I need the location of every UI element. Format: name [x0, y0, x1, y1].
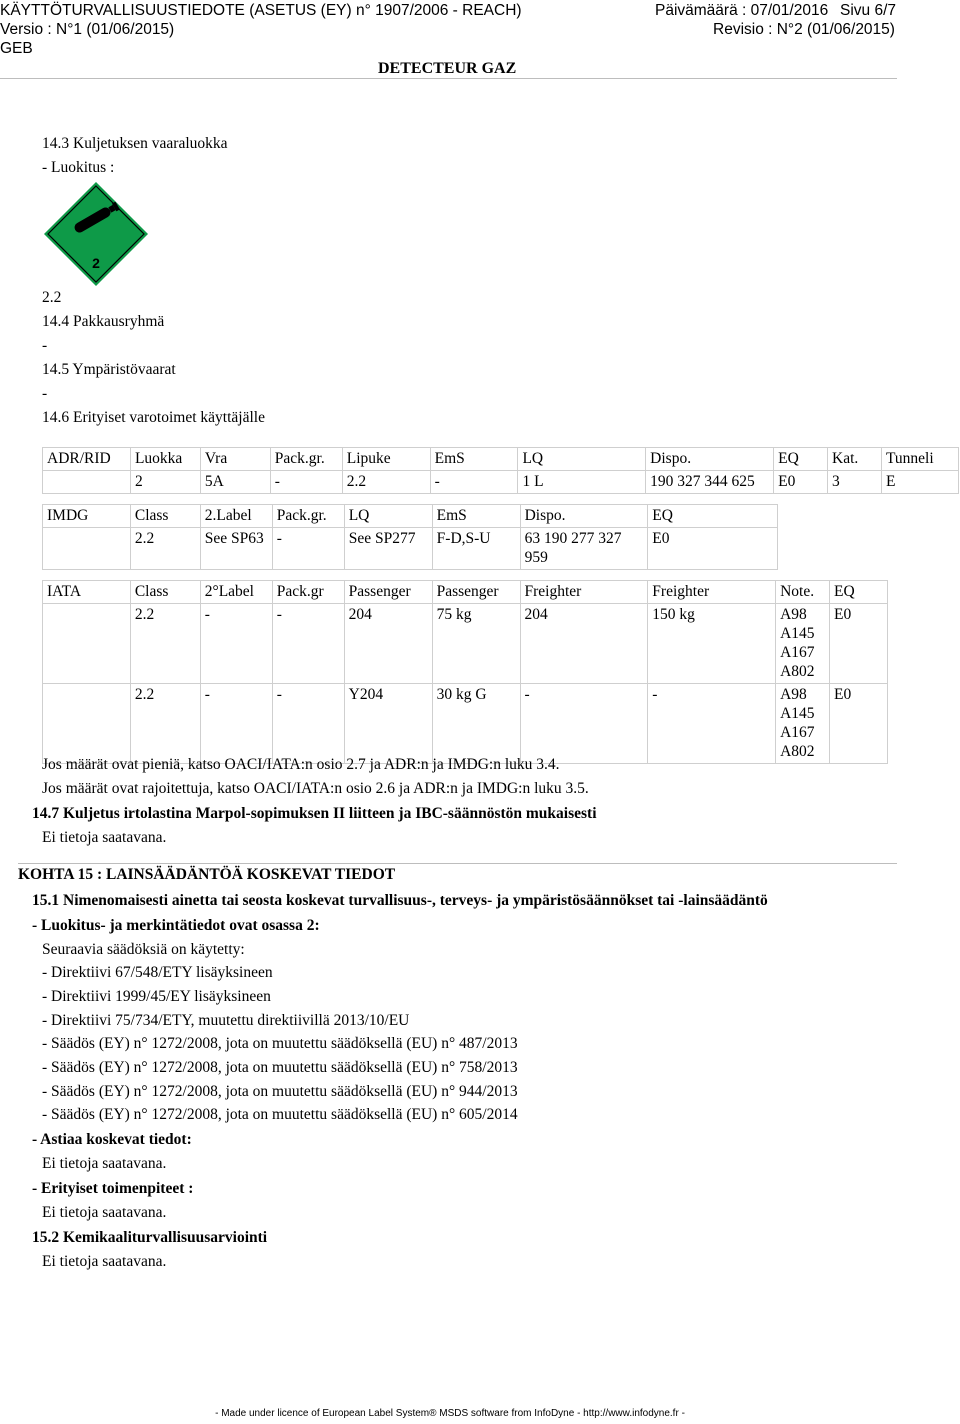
table-cell: 2.2	[130, 684, 200, 764]
section-14-5-heading: 14.5 Ympäristövaarat	[42, 361, 176, 378]
table-cell: A98 A145 A167 A802	[776, 684, 830, 764]
table-header-cell: EQ	[774, 448, 828, 471]
table-cell: See SP63	[200, 528, 272, 570]
table-cell: 2.2	[130, 604, 200, 684]
table-header-cell: 2.Label	[200, 505, 272, 528]
section-15-2-heading: 15.2 Kemikaaliturvallisuusarviointi	[32, 1229, 268, 1246]
table-header-cell: Luokka	[130, 448, 200, 471]
table-header-cell: Passenger	[344, 581, 432, 604]
adr-rid-table	[42, 447, 959, 494]
table-header-row	[43, 448, 959, 471]
table-row	[43, 604, 888, 684]
company-code: GEB	[0, 40, 33, 57]
product-name: DETECTEUR GAZ	[378, 60, 517, 77]
document-version: Versio : N°1 (01/06/2015)	[0, 21, 175, 38]
packing-group-value: -	[42, 337, 48, 354]
section-14-6-heading: 14.6 Erityiset varotoimet käyttäjälle	[42, 409, 265, 426]
container-info-heading: - Astiaa koskevat tiedot:	[32, 1131, 192, 1148]
gas-cylinder-pictogram-icon	[42, 180, 150, 288]
section-14-4-heading: 14.4 Pakkausryhmä	[42, 313, 165, 330]
table-cell: -	[270, 471, 342, 494]
table-header-cell: Class	[130, 505, 200, 528]
iata-note-small-quantities: Jos määrät ovat pieniä, katso OACI/IATA:n osio 2.7 ja ADR:n ja IMDG:n luku 3.4.	[42, 756, 560, 773]
table-cell: 204	[344, 604, 432, 684]
table-cell: -	[200, 684, 272, 764]
environmental-hazards-value: -	[42, 385, 48, 402]
table-header-cell: Tunneli	[881, 448, 958, 471]
iata-table	[42, 580, 888, 764]
table-header-cell: EQ	[648, 505, 778, 528]
special-measures-value: Ei tietoja saatavana.	[42, 1204, 167, 1221]
table-header-cell: EmS	[430, 448, 518, 471]
table-cell: 204	[520, 604, 648, 684]
section-14-7-value: Ei tietoja saatavana.	[42, 829, 167, 846]
table-cell: E0	[830, 684, 888, 764]
table-cell: E	[881, 471, 958, 494]
table-header-row	[43, 581, 888, 604]
table-header-cell: Lipuke	[342, 448, 430, 471]
table-header-cell: Passenger	[432, 581, 520, 604]
table-header-cell: ADR/RID	[43, 448, 131, 471]
table-cell: F-D,S-U	[432, 528, 520, 570]
table-header-cell: Pack.gr	[272, 581, 344, 604]
table-cell: -	[272, 528, 344, 570]
table-cell: 30 kg G	[432, 684, 520, 764]
table-cell: -	[272, 604, 344, 684]
section-15-2-value: Ei tietoja saatavana.	[42, 1253, 167, 1270]
table-cell	[43, 471, 131, 494]
table-cell: 2.2	[130, 528, 200, 570]
regulation-item: - Säädös (EY) n° 1272/2008, jota on muutettu säädöksellä (EU) n° 758/2013	[42, 1059, 518, 1076]
table-header-cell: Dispo.	[646, 448, 774, 471]
document-title: KÄYTTÖTURVALLISUUSTIEDOTE (ASETUS (EY) n° 1907/2006 - REACH)	[0, 2, 522, 19]
table-header-cell: IMDG	[43, 505, 131, 528]
document-revision: Revisio : N°2 (01/06/2015)	[713, 21, 895, 38]
regulation-item: - Säädös (EY) n° 1272/2008, jota on muutettu säädöksellä (EU) n° 605/2014	[42, 1106, 518, 1123]
special-measures-heading: - Erityiset toimenpiteet :	[32, 1180, 194, 1197]
table-cell: 1 L	[518, 471, 646, 494]
section-14-3-heading: 14.3 Kuljetuksen vaaraluokka	[42, 135, 228, 152]
table-cell: 190 327 344 625	[646, 471, 774, 494]
table-cell: 2.2	[342, 471, 430, 494]
table-cell: 63 190 277 327 959	[520, 528, 648, 570]
table-cell: -	[520, 684, 648, 764]
regulation-item: - Direktiivi 67/548/ETY lisäyksineen	[42, 964, 273, 981]
table-cell: -	[200, 604, 272, 684]
page-number: Sivu 6/7	[840, 2, 897, 19]
container-info-value: Ei tietoja saatavana.	[42, 1155, 167, 1172]
table-header-cell: EmS	[432, 505, 520, 528]
table-header-cell: Dispo.	[520, 505, 648, 528]
table-cell: -	[648, 684, 776, 764]
table-header-cell: Note.	[776, 581, 830, 604]
imdg-table	[42, 504, 778, 570]
regulation-item: - Direktiivi 1999/45/EY lisäyksineen	[42, 988, 271, 1005]
section-divider	[18, 863, 897, 864]
table-cell	[43, 684, 131, 764]
page-footer: - Made under licence of European Label System® MSDS software from InfoDyne - http://www.infodyne.fr -	[215, 1408, 685, 1419]
table-cell: See SP277	[344, 528, 432, 570]
table-cell: E0	[774, 471, 828, 494]
table-header-cell: IATA	[43, 581, 131, 604]
table-header-cell: LQ	[518, 448, 646, 471]
classification-heading: - Luokitus- ja merkintätiedot ovat osassa 2:	[32, 917, 320, 934]
table-cell	[43, 604, 131, 684]
table-header-cell: Pack.gr.	[270, 448, 342, 471]
table-cell: 5A	[200, 471, 270, 494]
section-15-title: KOHTA 15 : LAINSÄÄDÄNTÖÄ KOSKEVAT TIEDOT	[18, 866, 396, 883]
table-cell: 150 kg	[648, 604, 776, 684]
regulation-item: - Säädös (EY) n° 1272/2008, jota on muutettu säädöksellä (EU) n° 487/2013	[42, 1035, 518, 1052]
table-row	[43, 471, 959, 494]
table-header-cell: Vra	[200, 448, 270, 471]
table-header-row	[43, 505, 778, 528]
table-cell: 2	[130, 471, 200, 494]
pictogram-number: 2	[92, 255, 100, 271]
table-cell: A98 A145 A167 A802	[776, 604, 830, 684]
table-cell: E0	[648, 528, 778, 570]
table-cell: E0	[830, 604, 888, 684]
header-divider	[0, 78, 897, 79]
table-row	[43, 528, 778, 570]
table-cell: -	[272, 684, 344, 764]
regulations-intro: Seuraavia säädöksiä on käytetty:	[42, 941, 245, 958]
table-header-cell: Freighter	[648, 581, 776, 604]
classification-label: - Luokitus :	[42, 159, 115, 176]
table-cell: 75 kg	[432, 604, 520, 684]
table-cell: 3	[828, 471, 882, 494]
table-cell: -	[430, 471, 518, 494]
table-cell	[43, 528, 131, 570]
section-14-7-heading: 14.7 Kuljetus irtolastina Marpol-sopimuksen II liitteen ja IBC-säännöstön mukaisesti	[32, 805, 597, 822]
table-header-cell: Class	[130, 581, 200, 604]
table-header-cell: Kat.	[828, 448, 882, 471]
iata-note-limited-quantities: Jos määrät ovat rajoitettuja, katso OACI/IATA:n osio 2.6 ja ADR:n ja IMDG:n luku 3.5.	[42, 780, 589, 797]
regulation-item: - Direktiivi 75/734/ETY, muutettu direktiivillä 2013/10/EU	[42, 1012, 410, 1029]
table-cell: Y204	[344, 684, 432, 764]
table-header-cell: Freighter	[520, 581, 648, 604]
table-header-cell: 2°Label	[200, 581, 272, 604]
table-header-cell: LQ	[344, 505, 432, 528]
section-15-1-heading: 15.1 Nimenomaisesti ainetta tai seosta koskevat turvallisuus-, terveys- ja ympäristösäännökset tai -lainsäädäntö	[32, 892, 768, 909]
document-date: Päivämäärä : 07/01/2016	[655, 2, 829, 19]
table-header-cell: Pack.gr.	[272, 505, 344, 528]
table-row	[43, 684, 888, 764]
transport-class-value: 2.2	[42, 289, 62, 306]
table-header-cell: EQ	[830, 581, 888, 604]
regulation-item: - Säädös (EY) n° 1272/2008, jota on muutettu säädöksellä (EU) n° 944/2013	[42, 1083, 518, 1100]
